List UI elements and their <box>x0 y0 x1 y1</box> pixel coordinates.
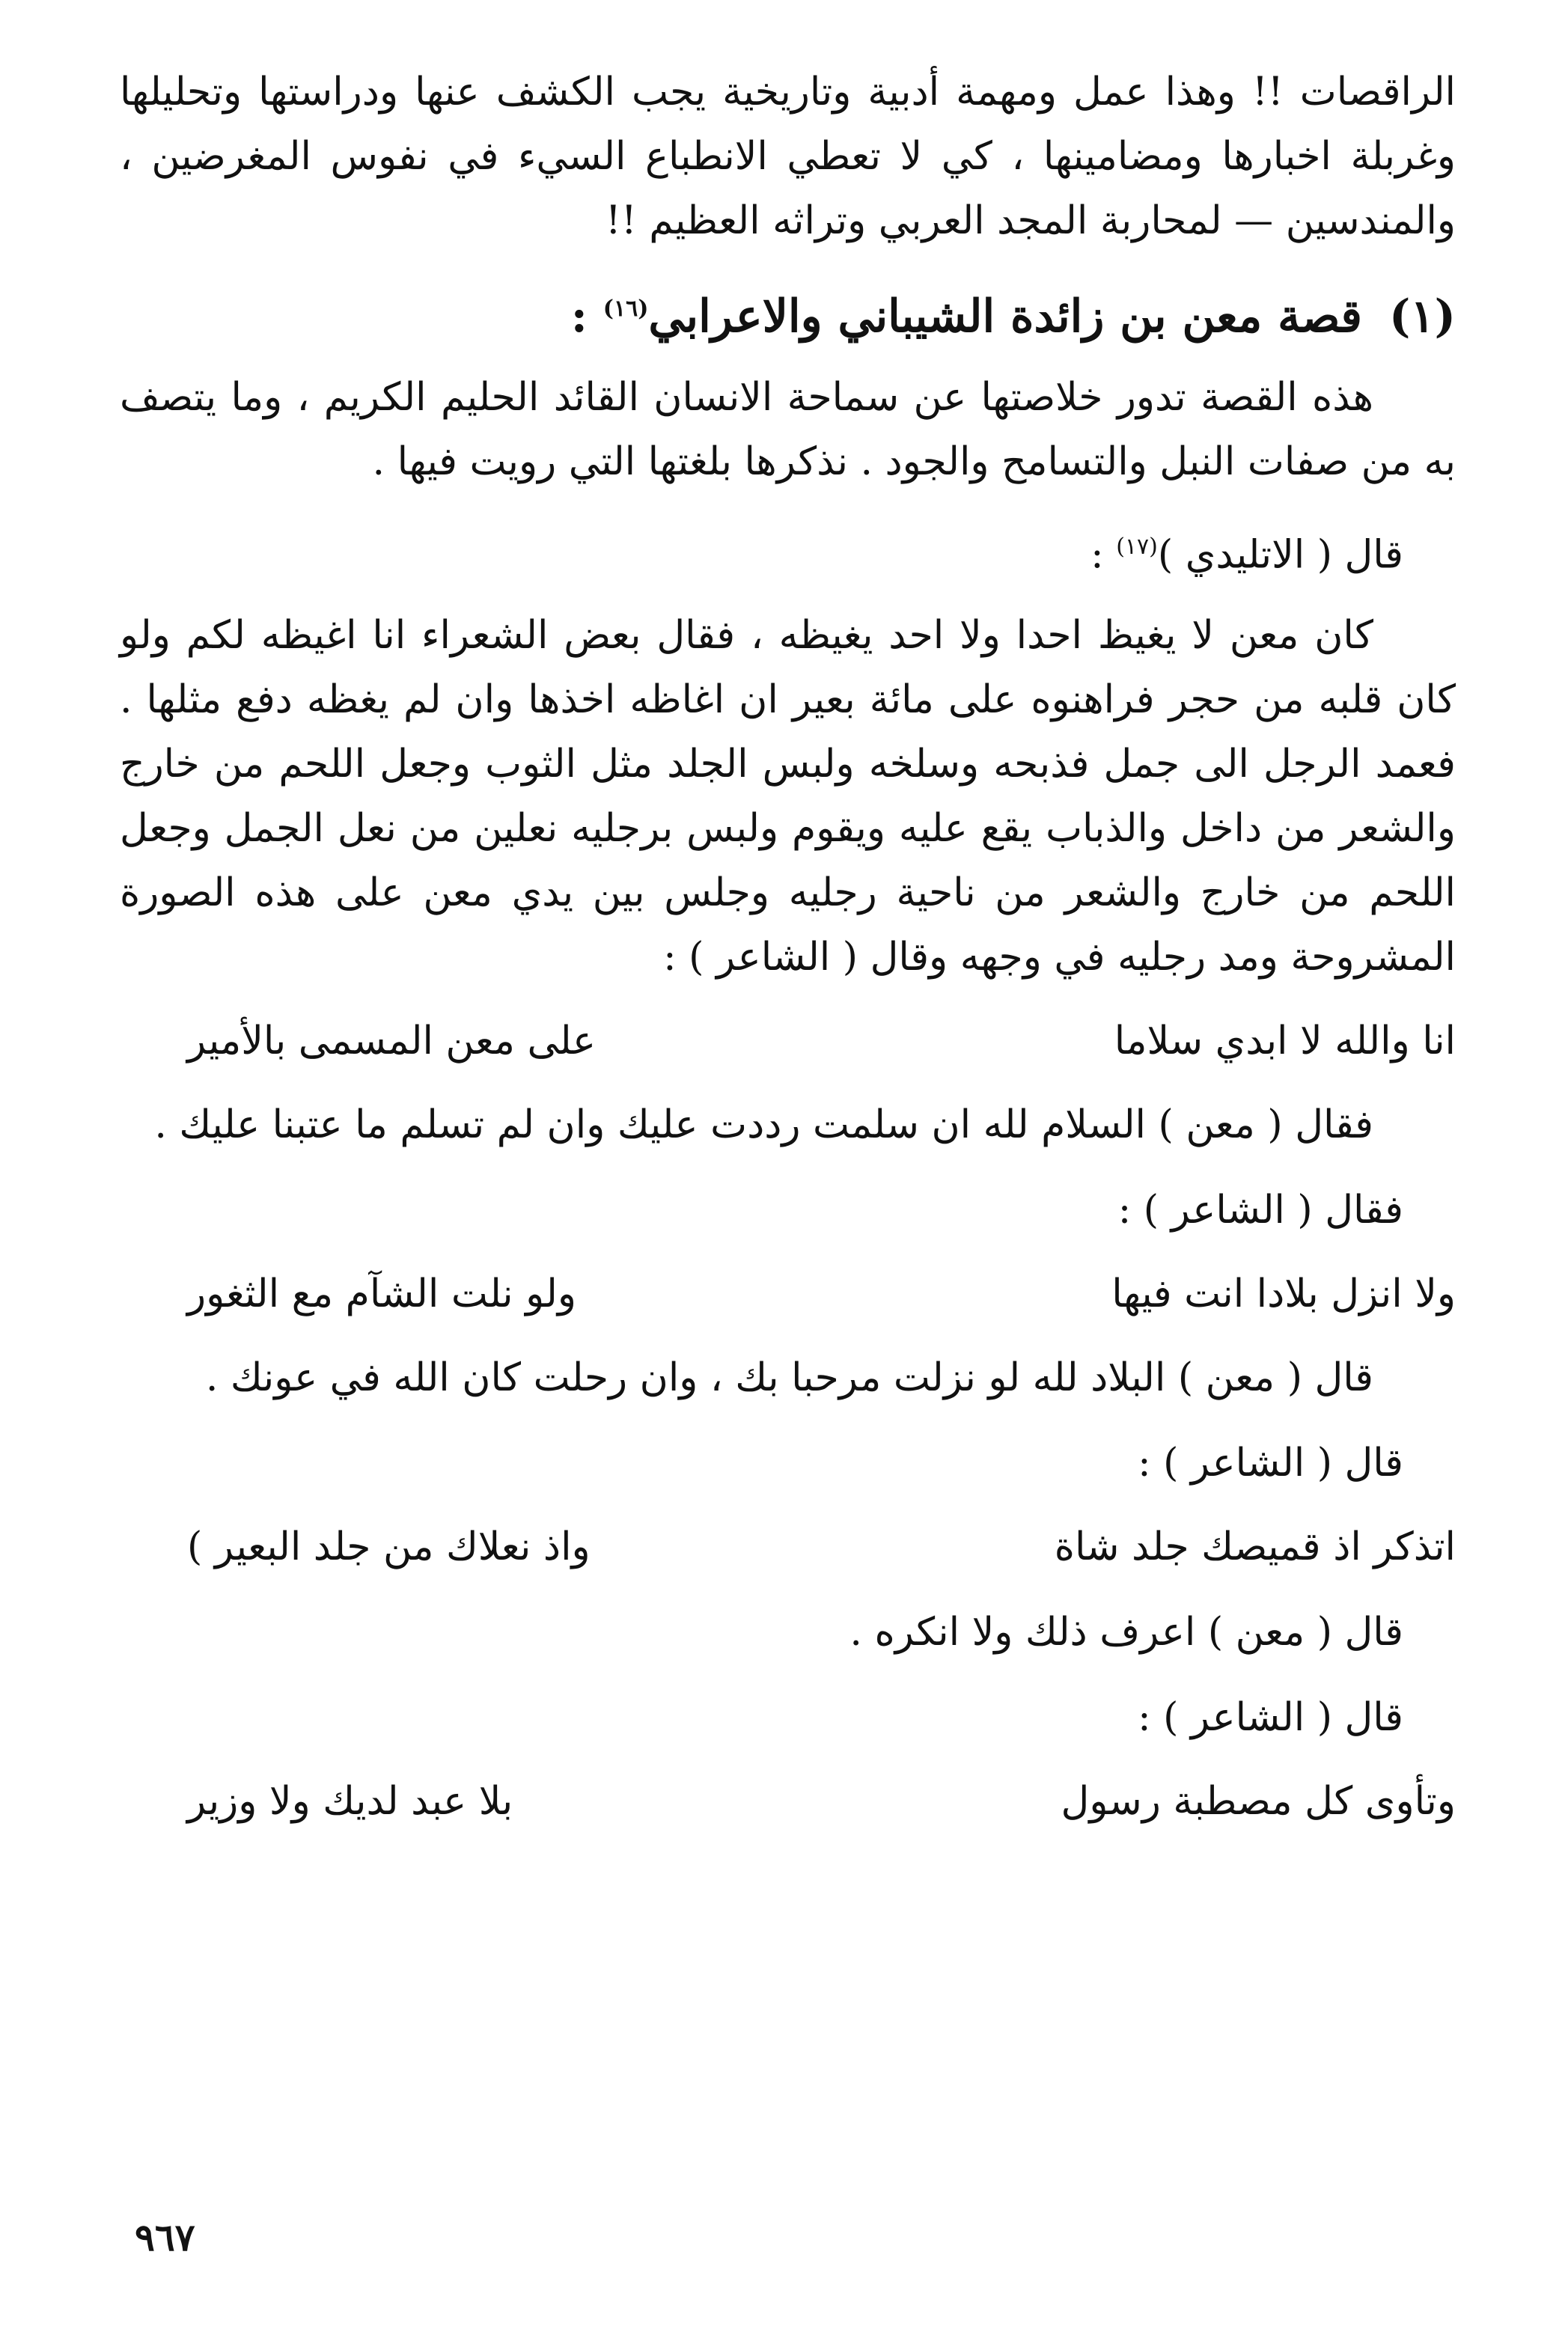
verse-1-second-hemistich: على معن المسمى بالأمير <box>187 1019 597 1064</box>
summary-paragraph: هذه القصة تدور خلاصتها عن سماحة الانسان القائد الحليم الكريم ، وما يتصف به من صفات النبل والتسامح والجود . نذكرها بلغتها التي رويت فيها . <box>120 375 1456 484</box>
source-label-colon: : <box>1090 532 1104 578</box>
story-paragraph: كان معن لا يغيظ احدا ولا احد يغيظه ، فقال بعض الشعراء انا اغيظه لكم ولو كان قلبه من حجر فراهنوه على مائة بعير ان اغاظه اخذها وان لم يغظه دفع مثلها . فعمد الرجل الى جمل فذبحه وسلخه ولبس الجلد مثل الثوب وجعل اللحم من خارج والشعر من داخل والذباب يقع عليه ويقوم ولبس برجليه نعلين من نعل الجمل وجعل اللحم من خارج والشعر من ناحية رجليه وجلس بين يدي معن على هذه الصورة المشروحة ومد رجليه في وجهه وقال ( الشاعر ) : <box>120 613 1456 980</box>
verse-4-second-hemistich: بلا عبد لديك ولا وزير <box>187 1779 513 1825</box>
label-2: فقال ( الشاعر ) : <box>1117 1188 1403 1233</box>
section-number: (١) <box>1388 290 1456 343</box>
section-heading <box>120 268 1456 358</box>
reply-3: قال ( معن ) اعرف ذلك ولا انكره . <box>849 1610 1403 1655</box>
verse-4 <box>120 1769 1456 1834</box>
reply-1: فقال ( معن ) السلام لله ان سلمت رددت عليك وان لم تسلم ما عتبنا عليك . <box>154 1102 1373 1148</box>
source-label <box>120 515 1456 587</box>
verse-1-first-hemistich: انا والله لا ابدي سلاما <box>1114 1019 1456 1064</box>
section-title: قصة معن بن زائدة الشيباني والاعرابي <box>648 290 1362 343</box>
verse-2-first-hemistich: ولا انزل بلادا انت فيها <box>1111 1272 1456 1317</box>
footnote-ref-16: (١٦) <box>603 296 649 322</box>
verse-1 <box>120 1009 1456 1073</box>
intro-paragraph: الراقصات !! وهذا عمل ومهمة أدبية وتاريخية يجب الكشف عنها ودراستها وتحليلها وغربلة اخبارها ومضامينها ، كي لا تعطي الانطباع السيء في نفوس المغرضين ، والمندسين — لمحاربة المجد العربي وتراثه العظيم !! <box>120 70 1456 243</box>
verse-2 <box>120 1262 1456 1326</box>
label-3: قال ( الشاعر ) : <box>1138 1441 1403 1486</box>
footnote-ref-17: (١٧) <box>1116 534 1158 560</box>
verse-2-second-hemistich: ولو نلت الشآم مع الثغور <box>187 1272 576 1317</box>
page-number: ٩٦٧ <box>135 2215 195 2259</box>
label-4: قال ( الشاعر ) : <box>1138 1695 1403 1741</box>
reply-2: قال ( معن ) البلاد لله لو نزلت مرحبا بك ، وان رحلت كان الله في عونك . <box>205 1355 1373 1401</box>
verse-3 <box>120 1515 1456 1579</box>
verse-4-first-hemistich: وتأوى كل مصطبة رسول <box>1061 1779 1456 1825</box>
source-label-text: قال ( الاتليدي ) <box>1157 532 1403 578</box>
heading-colon: : <box>570 290 588 343</box>
verse-3-second-hemistich: واذ نعلاك من جلد البعير ) <box>187 1524 591 1570</box>
verse-3-first-hemistich: اتذكر اذ قميصك جلد شاة <box>1054 1524 1456 1570</box>
